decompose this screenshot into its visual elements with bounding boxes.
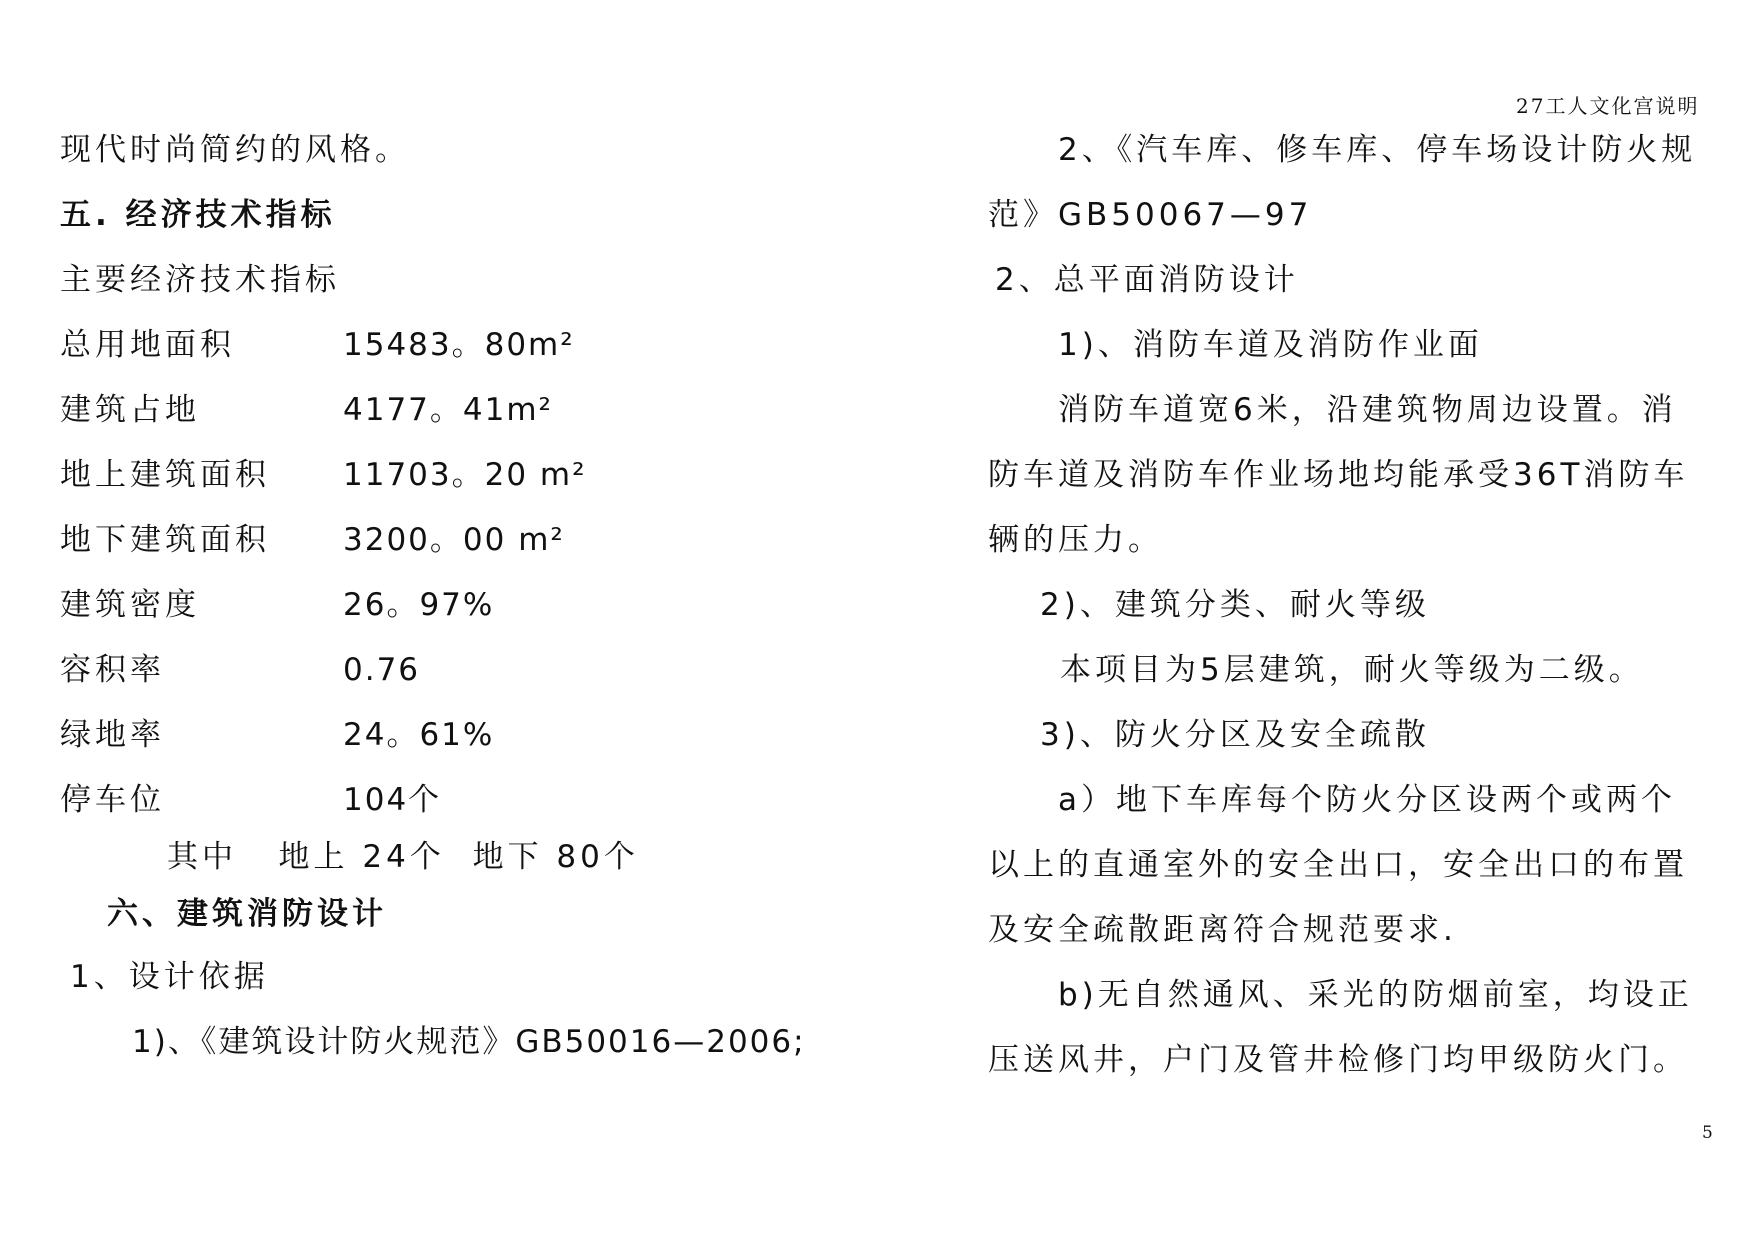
document-header: 27工人文化宫说明: [1516, 94, 1700, 118]
item-2-title: 2)、建筑分类、耐火等级: [1040, 587, 1430, 623]
intro-tail-text: 现代时尚简约的风格。: [60, 132, 410, 168]
metric-label: 地上建筑面积: [60, 457, 270, 493]
item-3-title: 3)、防火分区及安全疏散: [1040, 717, 1430, 753]
fire-code-reference-2-line2: 范》GB50067—97: [988, 197, 1313, 233]
parking-breakdown: 其中 地上 24个 地下 80个: [167, 839, 639, 875]
metric-value: 24。61%: [343, 717, 495, 753]
metric-value: 104个: [343, 782, 442, 818]
metric-label: 地下建筑面积: [60, 522, 270, 558]
item-3a-paragraph-line1: a）地下车库每个防火分区设两个或两个: [1058, 782, 1676, 818]
metric-value: 15483。80m²: [343, 327, 575, 363]
metric-label: 绿地率: [60, 717, 165, 753]
metric-value: 4177。41m²: [343, 392, 553, 428]
item-1-paragraph-line3: 辆的压力。: [988, 522, 1163, 558]
item-3b-paragraph-line1: b)无自然通风、采光的防烟前室，均设正: [1058, 977, 1693, 1013]
metric-value: 11703。20 m²: [343, 457, 587, 493]
item-2-text: 本项目为5层建筑，耐火等级为二级。: [1060, 652, 1644, 688]
metric-label: 容积率: [60, 652, 165, 688]
item-1-paragraph-line1: 消防车道宽6米，沿建筑物周边设置。消: [1058, 392, 1677, 428]
design-basis-heading: 1、设计依据: [70, 959, 269, 995]
item-3a-paragraph-line3: 及安全疏散距离符合规范要求.: [988, 912, 1457, 948]
metric-label: 建筑占地: [60, 392, 200, 428]
metric-value: 0.76: [343, 652, 421, 688]
item-1-paragraph-line2: 防车道及消防车作业场地均能承受36T消防车: [988, 457, 1689, 493]
metric-label: 建筑密度: [60, 587, 200, 623]
item-3a-paragraph-line2: 以上的直通室外的安全出口，安全出口的布置: [988, 847, 1688, 883]
metric-label: 总用地面积: [60, 327, 235, 363]
metric-label: 停车位: [60, 782, 165, 818]
metric-value: 26。97%: [343, 587, 495, 623]
item-1-title: 1)、消防车道及消防作业面: [1058, 327, 1483, 363]
fire-code-reference-1: 1)、《建筑设计防火规范》GB50016—2006;: [132, 1024, 806, 1060]
indicators-heading: 主要经济技术指标: [60, 262, 340, 298]
site-plan-fire-design-heading: 2、总平面消防设计: [995, 262, 1299, 298]
fire-code-reference-2-line1: 2、《汽车库、修车库、停车场设计防火规: [1058, 132, 1697, 168]
section-5-title: 五. 经济技术指标: [60, 197, 336, 233]
item-3b-paragraph-line2: 压送风井，户门及管井检修门均甲级防火门。: [988, 1042, 1688, 1078]
section-6-title: 六、建筑消防设计: [107, 896, 387, 932]
metric-value: 3200。00 m²: [343, 522, 565, 558]
page-number: 5: [1702, 1123, 1713, 1143]
